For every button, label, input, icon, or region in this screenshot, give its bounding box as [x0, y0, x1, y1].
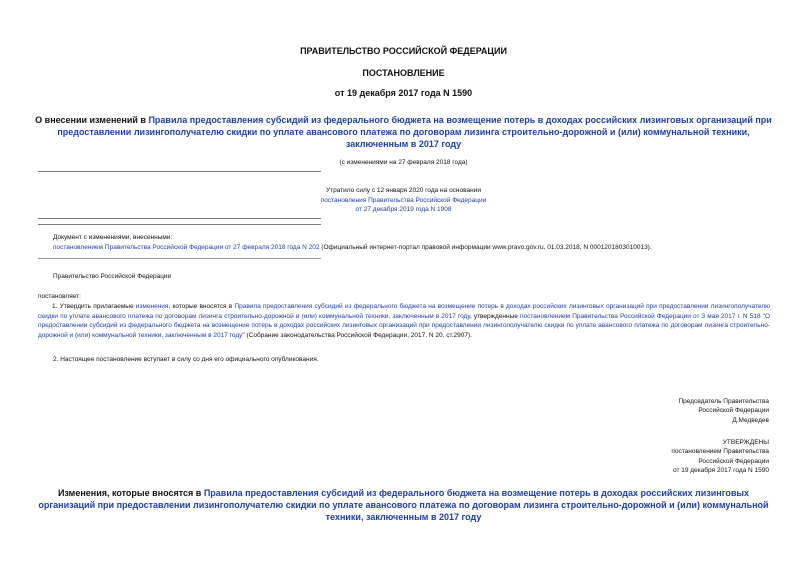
- approval-block: [671, 438, 769, 475]
- document-date-number: от 19 декабря 2017 года N 1590: [334, 88, 473, 98]
- document-type: ПОСТАНОВЛЕНИЕ: [362, 68, 445, 78]
- expired-notice: [0, 186, 807, 215]
- title-rules-link[interactable]: Правила предоставления субсидий из федерального бюджета на возмещение потерь в доходах российских лизинговых организаций при предоставлении лизингополучателю скидки по уплате авансового платежа по договорам лизинга строительно-дорожной и (или) коммунальной техники, заключенным в 2017 году: [57, 115, 772, 149]
- expired-line: Утратило силу с 12 января 2020 года на основании: [326, 187, 481, 194]
- divider: [38, 171, 321, 172]
- expired-resolution-link[interactable]: постановления Правительства Российской Федерации: [320, 196, 487, 204]
- divider: [38, 258, 321, 259]
- changes-title-prefix: Изменения, которые вносятся в: [57, 488, 204, 498]
- resolution-518-link[interactable]: постановлением Правительства Российской Федерации от 3 мая 2017 г. N 518 "О предоставлении субсидий из федерального бюджета на возмещение потерь в доходах российских лизинговых организаций при предоставлении лизингополучателю скидки по уплате авансового платежа по договорам лизинга строительно-дорожной и (или) коммунальной техники, заключенным в 2017 году": [38, 312, 771, 339]
- approval-date: от 19 декабря 2017 года N 1590: [672, 466, 769, 474]
- resolves-label: постановляет:: [38, 293, 81, 300]
- amendments-label: Документ с изменениями, внесенными:: [53, 234, 173, 241]
- paragraph-2: 2. Настоящее постановление вступает в силу со дня его официального опубликования.: [53, 356, 319, 363]
- title-prefix: О внесении изменений в: [35, 115, 149, 125]
- signature-org: Российской Федерации: [698, 407, 769, 415]
- approval-heading: УТВЕРЖДЕНЫ: [722, 439, 769, 446]
- approval-line: Российской Федерации: [698, 457, 769, 465]
- p1-text: , утвержденные: [469, 312, 520, 320]
- signature-block: [678, 397, 769, 425]
- amendments-line: [53, 243, 768, 253]
- changes-title: [30, 487, 777, 523]
- amendment-resolution-link[interactable]: постановлением Правительства Российской Федерации от 27 февраля 2018 года N 202: [53, 243, 320, 251]
- paragraph-1: [38, 302, 770, 340]
- document-title: [30, 114, 777, 150]
- government-label: Правительство Российской Федерации: [53, 273, 172, 280]
- p1-text: (Собрание законодательства Российской Федерации, 2017, N 20, ст.2907).: [244, 331, 472, 339]
- amendment-publication: (Официальный интернет-портал правовой информации www.pravo.gov.ru, 01.03.2018, N 0001201803010013).: [319, 243, 652, 251]
- p1-text: , которые вносятся в: [168, 303, 235, 310]
- divider: [38, 224, 321, 225]
- signature-name: Д.Медведев: [732, 416, 769, 424]
- signature-title: Председатель Правительства: [678, 398, 769, 405]
- amendments-block: [53, 233, 768, 252]
- changes-link[interactable]: изменения: [135, 303, 169, 310]
- issuing-authority: ПРАВИТЕЛЬСТВО РОССИЙСКОЙ ФЕДЕРАЦИИ: [300, 46, 507, 56]
- expired-resolution-date-link[interactable]: от 27 декабря 2019 года N 1908: [355, 206, 452, 213]
- p1-text: 1. Утвердить прилагаемые: [52, 303, 136, 310]
- revision-note: (с изменениями на 27 февраля 2018 года): [339, 159, 468, 166]
- divider: [38, 218, 321, 219]
- approval-line: постановлением Правительства: [671, 448, 769, 456]
- changes-title-rules-link[interactable]: Правила предоставления субсидий из федерального бюджета на возмещение потерь в доходах российских лизинговых организаций при предоставлении лизингополучателю скидки по уплате авансового платежа по договорам лизинга строительно-дорожной и (или) коммунальной техники, заключенным в 2017 году: [38, 488, 769, 522]
- rules-link[interactable]: Правила предоставления субсидий из федерального бюджета на возмещение потерь в доходах российских лизинговых организаций при предоставлении лизингополучателю скидки по уплате авансового платежа по договорам лизинга строительно-дорожной и (или) коммунальной техники, заключенным в 2017 году: [38, 303, 770, 320]
